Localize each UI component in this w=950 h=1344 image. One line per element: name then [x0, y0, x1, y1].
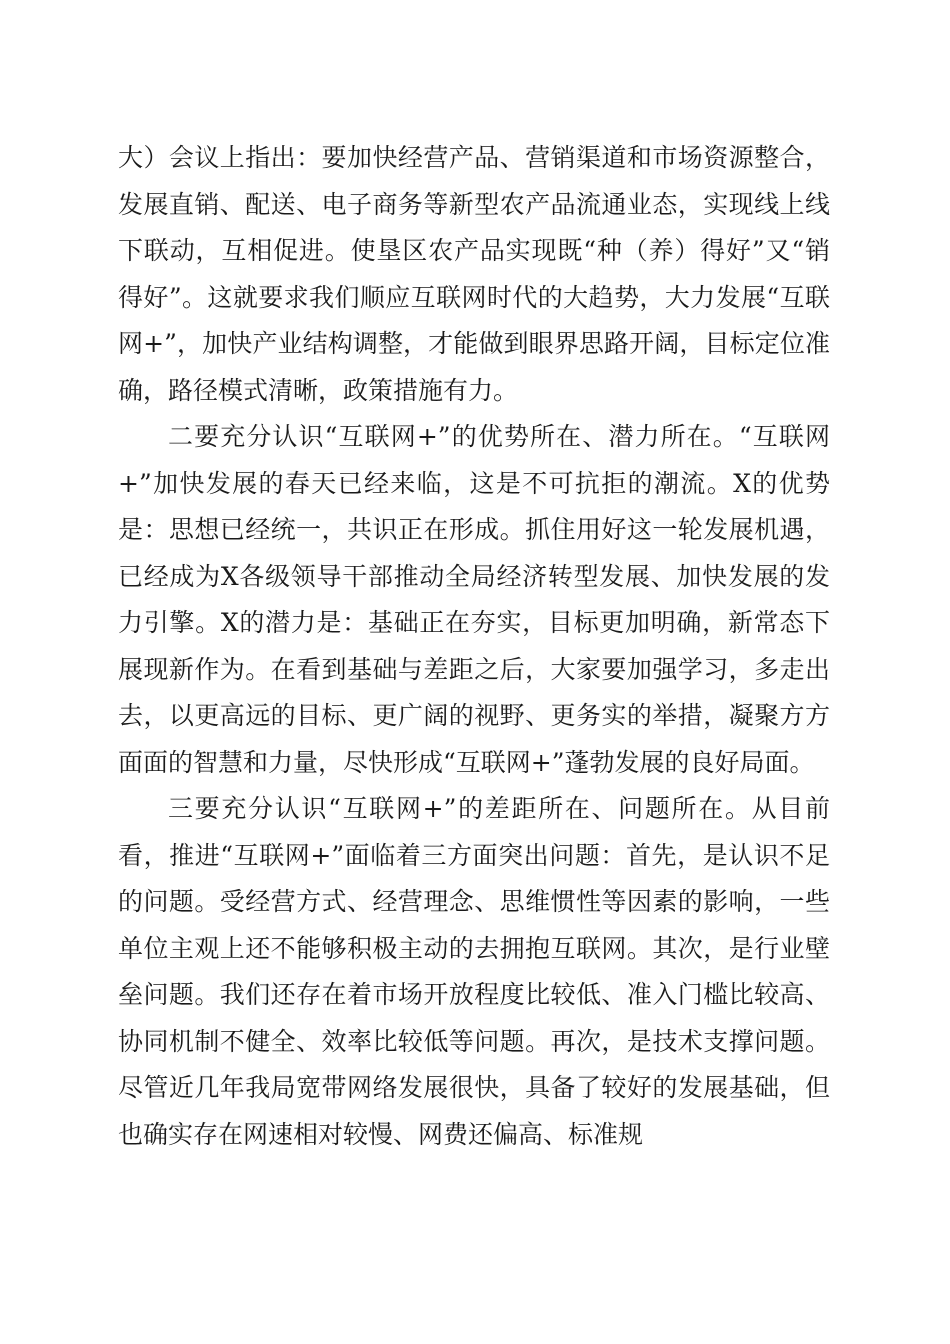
paragraph-problems: 三要充分认识“互联网+”的差距所在、问题所在。从目前看，推进“互联网+”面临着三方面突出问题：首先，是认识不足的问题。受经营方式、经营理念、思维惯性等因素的影响，一些单位主观上还不能够积极主动的去拥抱互联网。其次，是行业壁垒问题。我们还存在着市场开放程度比较低、准入门槛比较高、协同机制不健全、效率比较低等问题。再次，是技术支撑问题。尽管近几年我局宽带网络发展很快，具备了较好的发展基础，但也确实存在网速相对较慢、网费还偏高、标准规 — [118, 794, 830, 1149]
paragraph-advantages: 二要充分认识“互联网+”的优势所在、潜力所在。“互联网+”加快发展的春天已经来临，这是不可抗拒的潮流。X的优势是：思想已经统一，共识正在形成。抓住用好这一轮发展机遇，已经成为X各级领导干部推动全局经济转型发展、加快发展的发力引擎。X的潜力是：基础正在夯实，目标更加明确，新常态下展现新作为。在看到基础与差距之后，大家要加强学习，多走出去，以更高远的目标、更广阔的视野、更务实的举措，凝聚方方面面的智慧和力量，尽快形成“互联网+”蓬勃发展的良好局面。 — [118, 422, 830, 777]
document-body — [118, 135, 830, 1158]
paragraph-continuation: 大）会议上指出：要加快经营产品、营销渠道和市场资源整合，发展直销、配送、电子商务等新型农产品流通业态，实现线上线下联动，互相促进。使垦区农产品实现既“种（养）得好”又“销得好”。这就要求我们顺应互联网时代的大趋势，大力发展“互联网+”，加快产业结构调整，才能做到眼界思路开阔，目标定位准确，路径模式清晰，政策措施有力。 — [118, 143, 830, 405]
